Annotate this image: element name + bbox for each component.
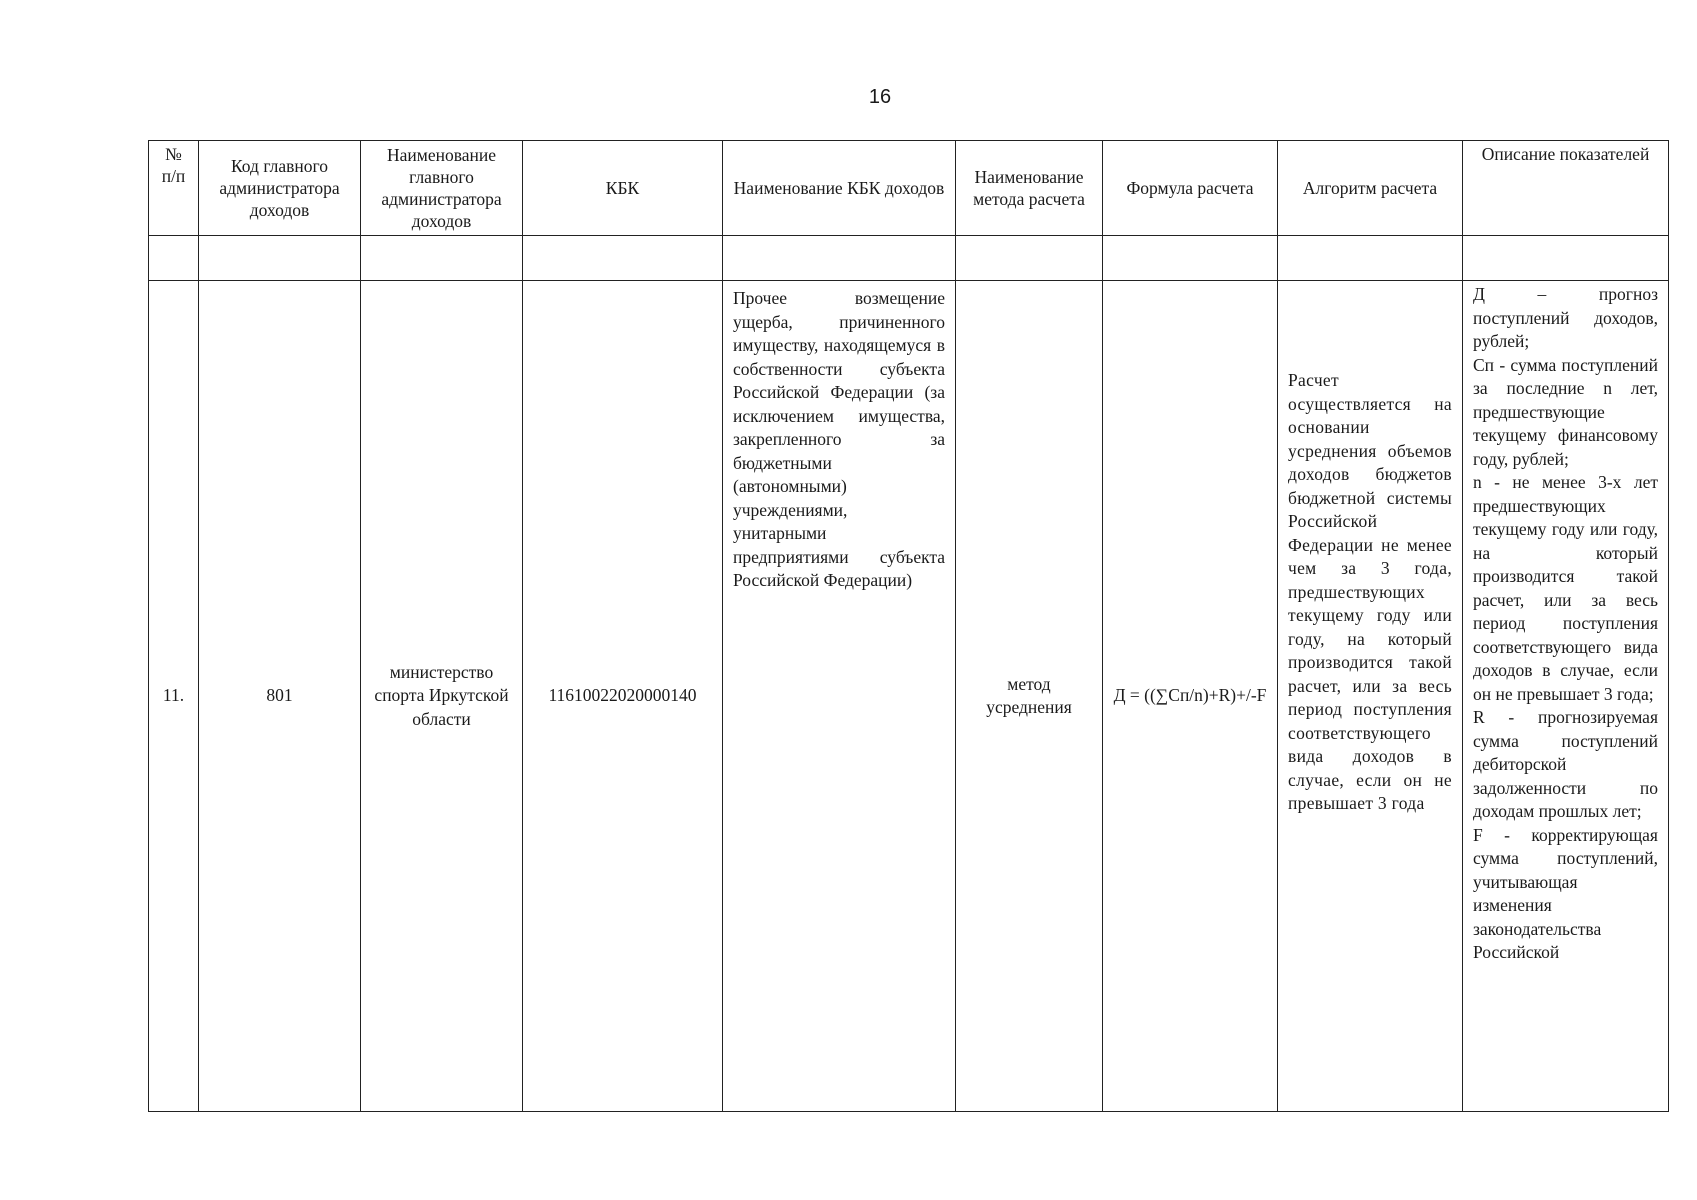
table-row xyxy=(149,281,1669,1112)
row-method: метод усреднения xyxy=(956,281,1103,1112)
table-spacer-row xyxy=(149,236,1669,281)
row-formula: Д = ((∑Сп/n)+R)+/-F xyxy=(1103,281,1278,1112)
row-kbk-name: Прочее возмещение ущерба, причиненного имуществу, находящемуся в собственности субъекта Российской Федерации (за исключением имущества, закрепленного за бюджетными (автономными) учреждениями, унитарными предприятиями субъекта Российской Федерации) xyxy=(723,281,956,1112)
row-admin-name: министерство спорта Иркутской области xyxy=(361,281,523,1112)
page-number: 16 xyxy=(868,86,892,108)
table-header-row xyxy=(149,141,1669,236)
header-algorithm: Алгоритм расчета xyxy=(1278,141,1463,236)
header-admin-code: Код главного администратора доходов xyxy=(199,141,361,236)
header-number: № п/п xyxy=(149,141,199,236)
row-number: 11. xyxy=(149,281,199,1112)
header-kbk-name: Наименование КБК доходов xyxy=(723,141,956,236)
header-admin-name: Наименование главного администратора доходов xyxy=(361,141,523,236)
header-formula: Формула расчета xyxy=(1103,141,1278,236)
description-item: Д – прогноз поступлений доходов, рублей; xyxy=(1473,284,1658,351)
description-item: F - корректирующая сумма поступлений, учитывающая изменения законодательства Российской xyxy=(1473,824,1658,962)
description-item: Сп - сумма поступлений за последние n лет, предшествующие текущему финансовому году, рублей; xyxy=(1473,354,1658,469)
header-kbk: КБК xyxy=(523,141,723,236)
description-item: n - не менее 3-х лет предшествующих текущему году или году, на который производится такой расчет, или за весь период поступления соответствующего вида доходов в случае, если он не превышает 3 года; xyxy=(1473,472,1658,704)
description-item: R - прогнозируемая сумма поступлений дебиторской задолженности по доходам прошлых лет; xyxy=(1473,707,1658,821)
row-kbk: 11610022020000140 xyxy=(523,281,723,1112)
row-algorithm: Расчет осуществляется на основании усреднения объемов доходов бюджетов бюджетной системы Российской Федерации не менее чем за 3 года, предшествующих текущему году или году, на который производится такой расчет, или за весь период поступления соответствующего вида доходов в случае, если он не превышает 3 года xyxy=(1278,281,1463,1112)
header-description: Описание показателей xyxy=(1463,141,1669,236)
row-description xyxy=(1463,281,1669,1112)
row-admin-code: 801 xyxy=(199,281,361,1112)
header-method: Наименование метода расчета xyxy=(956,141,1103,236)
revenue-forecast-table xyxy=(148,140,1669,1112)
